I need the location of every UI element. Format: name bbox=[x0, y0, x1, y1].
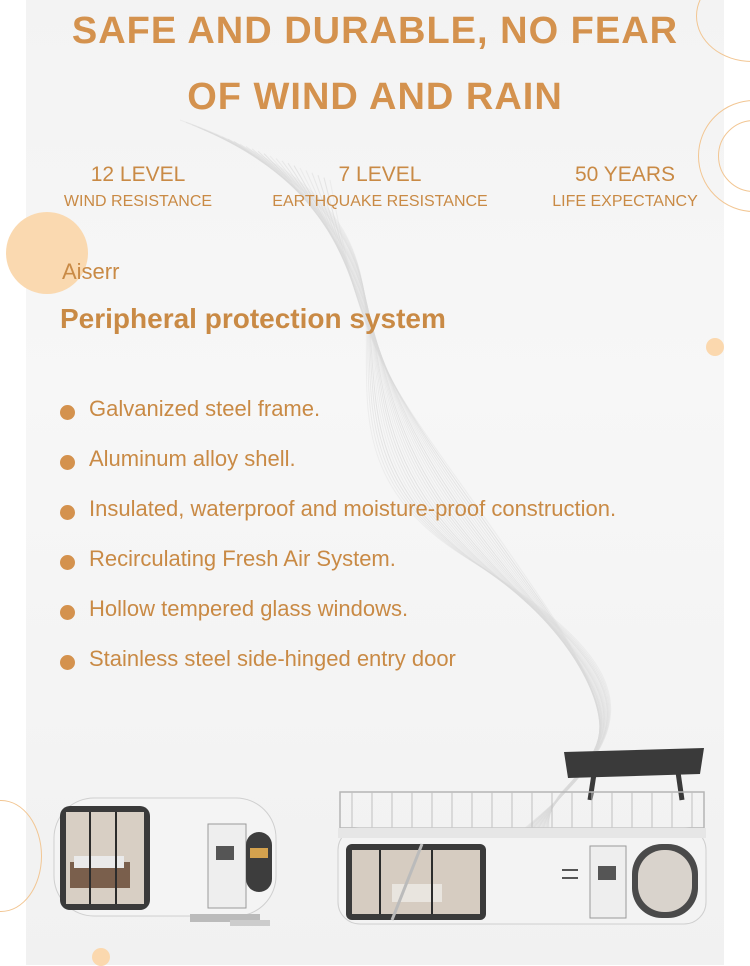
bullet-icon bbox=[60, 555, 75, 570]
feature-text: Hollow tempered glass windows. bbox=[89, 596, 409, 621]
feature-item bbox=[60, 396, 616, 446]
bullet-icon bbox=[60, 655, 75, 670]
bullet-icon bbox=[60, 505, 75, 520]
stat-life-value: 50 YEARS bbox=[574, 163, 675, 186]
feature-list bbox=[60, 396, 616, 696]
stat-wind-label: WIND RESISTANCE bbox=[63, 193, 213, 210]
stat-life bbox=[530, 163, 720, 211]
feature-text: Aluminum alloy shell. bbox=[89, 446, 296, 471]
feature-item bbox=[60, 546, 616, 596]
capsule-house-single-image bbox=[50, 788, 282, 938]
feature-item bbox=[60, 596, 616, 646]
stat-earthquake-label: EARTHQUAKE RESISTANCE bbox=[272, 193, 488, 210]
brand-name: Aiserr bbox=[62, 259, 120, 284]
page-title-line-2: OF WIND AND RAIN bbox=[187, 76, 563, 118]
feature-text: Insulated, waterproof and moisture-proof construction. bbox=[89, 496, 617, 521]
bullet-icon bbox=[60, 405, 75, 420]
page-title-line-1: SAFE AND DURABLE, NO FEAR bbox=[71, 10, 679, 52]
bullet-icon bbox=[60, 605, 75, 620]
feature-text: Stainless steel side-hinged entry door bbox=[89, 646, 456, 671]
section-heading: Peripheral protection system bbox=[60, 303, 446, 334]
feature-item bbox=[60, 646, 616, 696]
stat-wind-value: 12 LEVEL bbox=[90, 163, 186, 186]
stat-earthquake-value: 7 LEVEL bbox=[338, 163, 422, 186]
feature-text: Galvanized steel frame. bbox=[89, 396, 321, 421]
decorative-dot-right bbox=[706, 338, 724, 356]
feature-item bbox=[60, 496, 616, 546]
feature-text: Recirculating Fresh Air System. bbox=[89, 546, 396, 571]
capsule-house-double-image bbox=[332, 744, 712, 930]
stat-wind bbox=[38, 163, 238, 211]
bullet-icon bbox=[60, 455, 75, 470]
stat-earthquake bbox=[255, 163, 505, 211]
decorative-dot-bottom bbox=[92, 948, 110, 966]
feature-item bbox=[60, 446, 616, 496]
stat-life-label: LIFE EXPECTANCY bbox=[552, 193, 698, 210]
